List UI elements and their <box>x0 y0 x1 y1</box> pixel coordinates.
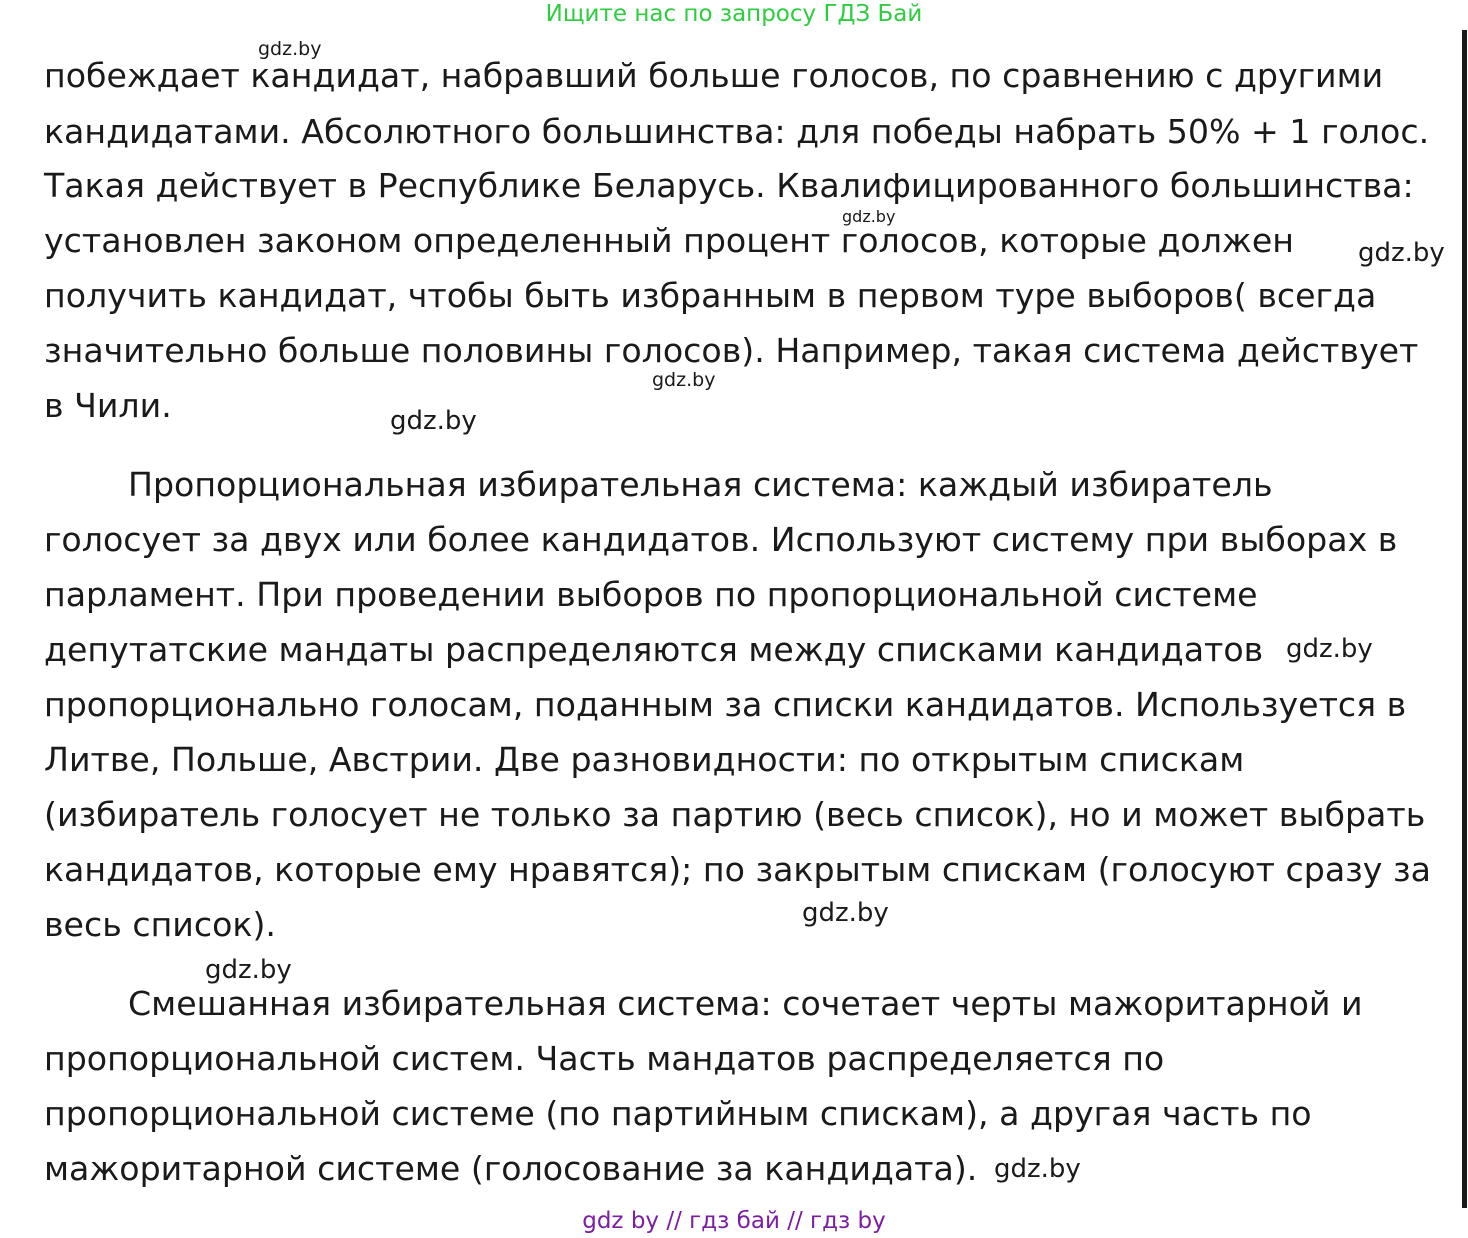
watermark: gdz.by <box>802 898 889 928</box>
watermark: gdz.by <box>842 207 896 226</box>
watermark: gdz.by <box>390 406 477 436</box>
text-line: голосует за двух или более кандидатов. Используют систему при выборах в <box>44 520 1398 559</box>
watermark: gdz.by <box>652 369 716 391</box>
text-line: в Чили. <box>44 386 172 425</box>
watermark: gdz.by <box>994 1154 1081 1184</box>
watermark: gdz.by <box>258 38 322 60</box>
text-line: Литве, Польше, Австрии. Две разновидности: по открытым спискам <box>44 740 1245 779</box>
watermark: gdz.by <box>205 955 292 985</box>
text-line: мажоритарной системе (голосование за кандидата). <box>44 1149 978 1188</box>
text-line: пропорциональной систем. Часть мандатов распределяется по <box>44 1039 1165 1078</box>
text-line: (избиратель голосует не только за партию (весь список), но и может выбрать <box>44 795 1426 834</box>
text-line: Смешанная избирательная система: сочетает черты мажоритарной и <box>128 984 1363 1023</box>
text-line: побеждает кандидат, набравший больше голосов, по сравнению с другими <box>44 56 1384 95</box>
text-line: пропорционально голосам, поданным за списки кандидатов. Используется в <box>44 685 1407 724</box>
text-line: Пропорциональная избирательная система: каждый избиратель <box>128 465 1273 504</box>
text-line: значительно больше половины голосов). Например, такая система действует <box>44 331 1419 370</box>
footer-links: gdz by // гдз бай // гдз by <box>582 1208 886 1234</box>
text-line: весь список). <box>44 905 276 944</box>
text-line: депутатские мандаты распределяются между списками кандидатов <box>44 630 1264 669</box>
watermark: gdz.by <box>1286 634 1373 664</box>
text-line: пропорциональной системе (по партийным спискам), а другая часть по <box>44 1094 1312 1133</box>
top-banner: Ищите нас по запросу ГДЗ Бай <box>545 1 923 27</box>
text-line: кандидатов, которые ему нравятся); по закрытым спискам (голосуют сразу за <box>44 850 1431 889</box>
text-line: получить кандидат, чтобы быть избранным в первом туре выборов( всегда <box>44 276 1377 315</box>
text-line: кандидатами. Абсолютного большинства: для победы набрать 50% + 1 голос. <box>44 112 1430 151</box>
text-line: установлен законом определенный процент голосов, которые должен <box>44 221 1294 260</box>
page-edge-rule <box>1462 30 1467 1208</box>
watermark: gdz.by <box>1358 238 1445 268</box>
text-line: парламент. При проведении выборов по пропорциональной системе <box>44 575 1258 614</box>
text-line: Такая действует в Республике Беларусь. Квалифицированного большинства: <box>44 166 1414 205</box>
